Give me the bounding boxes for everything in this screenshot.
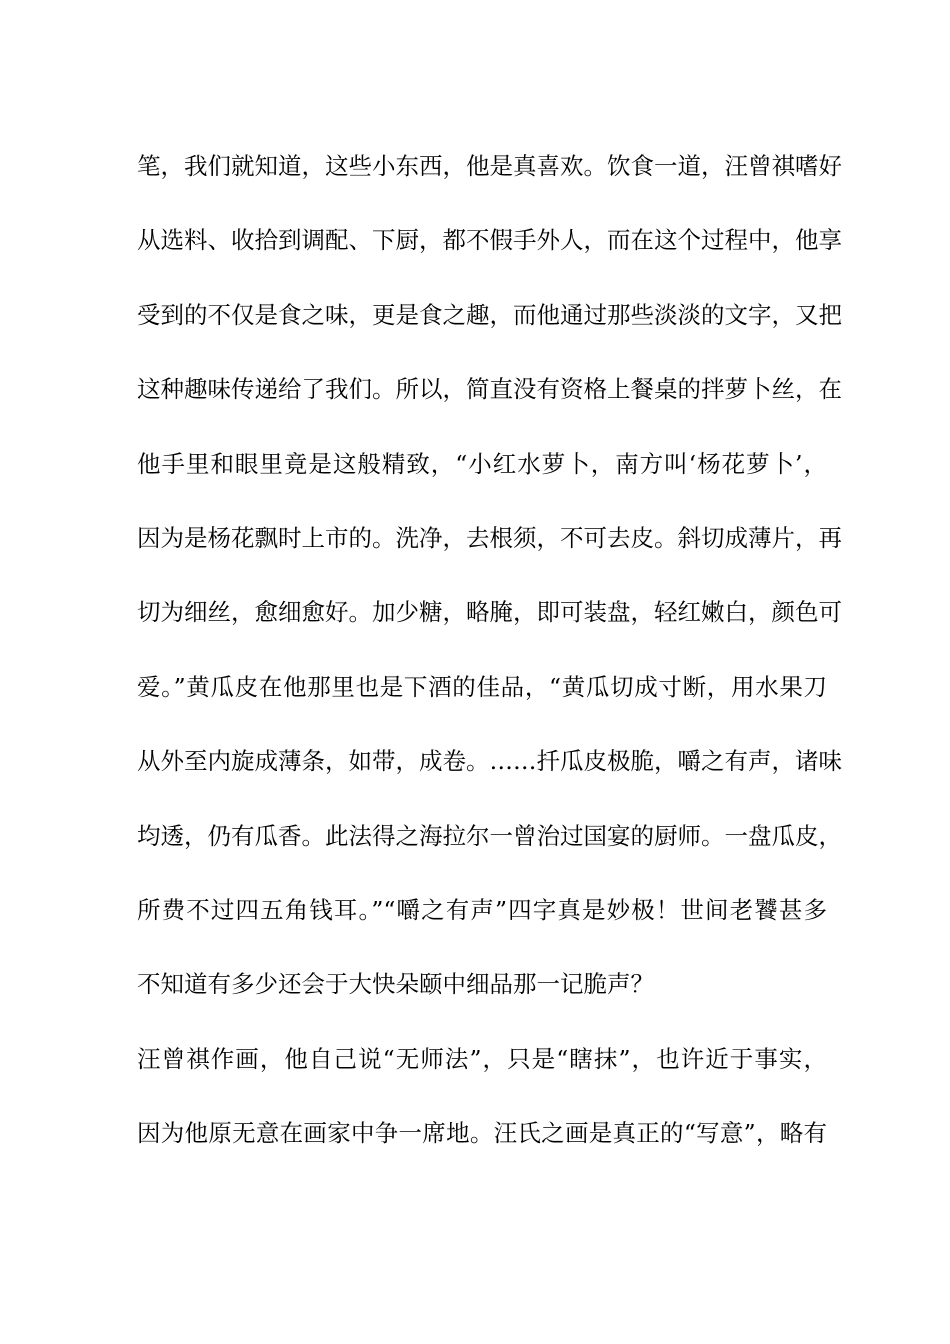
text-line: 从外至内旋成薄条，如带，成卷。……扦瓜皮极脆，嚼之有声，诸味 xyxy=(137,747,842,776)
text-line: 所费不过四五角钱耳。”“嚼之有声”四字真是妙极！世间老饕甚多 xyxy=(137,895,827,924)
text-line: 因为是杨花飘时上市的。洗净，去根须，不可去皮。斜切成薄片，再 xyxy=(137,523,842,552)
text-line: 爱。”黄瓜皮在他那里也是下酒的佳品，“黄瓜切成寸断，用水果刀 xyxy=(137,672,827,701)
text-line: 他手里和眼里竟是这般精致，“小红水萝卜，南方叫‘杨花萝卜’， xyxy=(137,449,827,478)
text-line: 笔，我们就知道，这些小东西，他是真喜欢。饮食一道，汪曾祺嗜好 xyxy=(137,152,842,180)
text-line: 这种趣味传递给了我们。所以，简直没有资格上餐桌的拌萝卜丝，在 xyxy=(137,375,842,404)
body-text xyxy=(137,142,842,1183)
text-line: 受到的不仅是食之味，更是食之趣，而他通过那些淡淡的文字，又把 xyxy=(137,300,842,329)
text-line: 切为细丝，愈细愈好。加少糖，略腌，即可装盘，轻红嫩白，颜色可 xyxy=(137,598,842,627)
text-line: 从选料、收拾到调配、下厨，都不假手外人，而在这个过程中，他享 xyxy=(137,226,842,255)
paragraph-end-line: 不知道有多少还会于大快朵颐中细品那一记脆声？ xyxy=(137,970,654,999)
text-line: 汪曾祺作画，他自己说“无师法”，只是“瞎抹”，也许近于事实， xyxy=(137,1044,827,1073)
text-line: 均透，仍有瓜香。此法得之海拉尔一曾治过国宴的厨师。一盘瓜皮， xyxy=(137,821,842,850)
text-line: 因为他原无意在画家中争一席地。汪氏之画是真正的“写意”，略有 xyxy=(137,1119,827,1148)
